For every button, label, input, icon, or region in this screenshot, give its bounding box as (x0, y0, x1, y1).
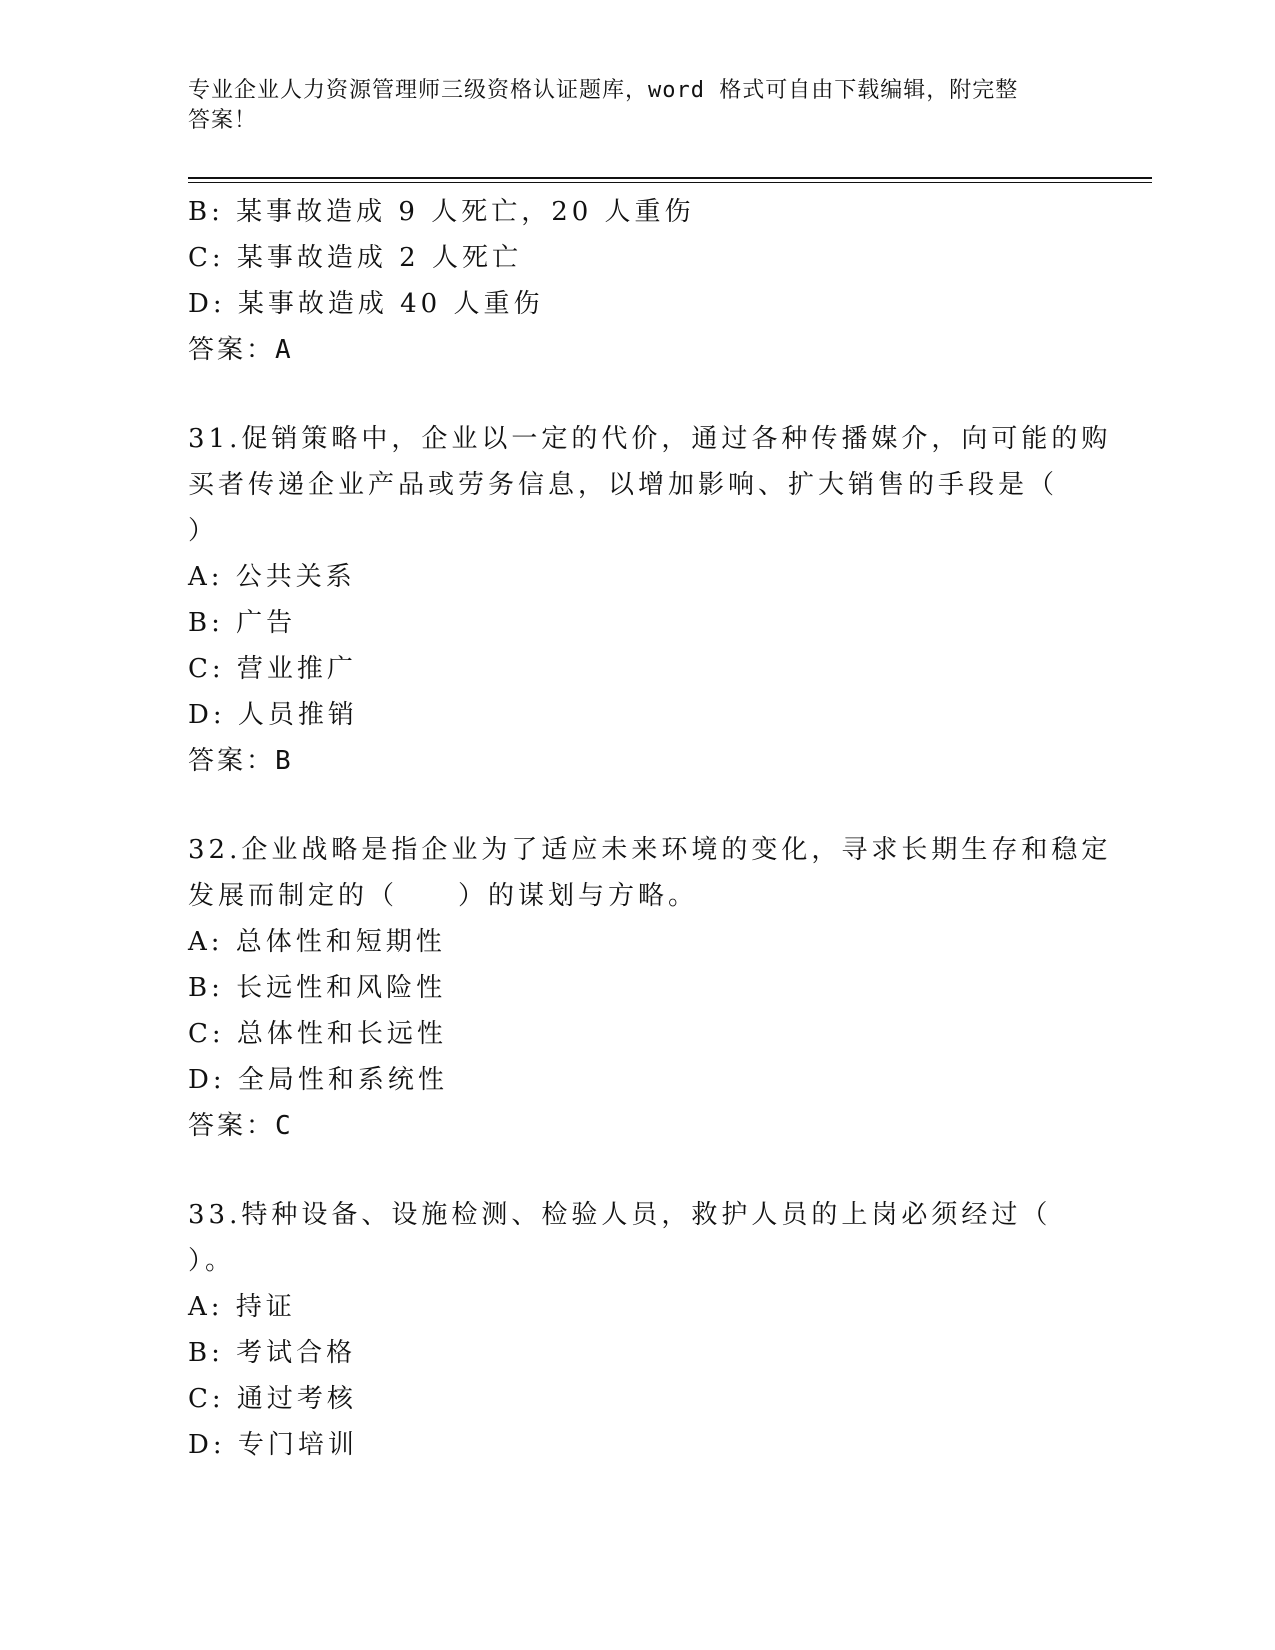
option-b: B: 某事故造成 9 人死亡，20 人重伤 (188, 197, 695, 227)
question-33-line-1: 33.特种设备、设施检测、检验人员，救护人员的上岗必须经过（ (188, 1200, 1052, 1230)
answer: 答案：C (188, 1111, 294, 1141)
option-b: B: 考试合格 (188, 1338, 357, 1368)
question-content (188, 189, 1112, 1468)
option-d: D: 专门培训 (188, 1430, 358, 1460)
option-d: D: 人员推销 (188, 700, 358, 730)
header-line-2: 答案！ (188, 108, 258, 133)
option-b: B: 广告 (188, 608, 297, 638)
question-31-line-1: 31.促销策略中，企业以一定的代价，通过各种传播媒介，向可能的购 (188, 424, 1112, 454)
answer: 答案：A (188, 335, 294, 365)
option-d: D: 某事故造成 40 人重伤 (188, 289, 544, 319)
option-a: A: 持证 (188, 1292, 296, 1322)
question-33-line-2: ）。 (188, 1246, 236, 1276)
option-c: C: 总体性和长远性 (188, 1019, 447, 1049)
option-a: A: 公共关系 (188, 562, 356, 592)
option-d: D: 全局性和系统性 (188, 1065, 448, 1095)
header-rule-top (188, 177, 1152, 179)
header-rule-bottom (188, 182, 1152, 183)
answer: 答案：B (188, 746, 294, 776)
option-a: A: 总体性和短期性 (188, 927, 446, 957)
option-c: C: 某事故造成 2 人死亡 (188, 243, 522, 273)
option-c: C: 通过考核 (188, 1384, 357, 1414)
question-31-line-2: 买者传递企业产品或劳务信息，以增加影响、扩大销售的手段是（ (188, 470, 1059, 500)
option-c: C: 营业推广 (188, 654, 357, 684)
question-32-line-1: 32.企业战略是指企业为了适应未来环境的变化，寻求长期生存和稳定 (188, 835, 1112, 865)
option-b: B: 长远性和风险性 (188, 973, 447, 1003)
header-line-1: 专业企业人力资源管理师三级资格认证题库，word 格式可自由下载编辑，附完整 (188, 78, 1019, 103)
document-header (188, 76, 1088, 136)
question-31-line-3: ） (188, 516, 219, 546)
question-32-line-2: 发展而制定的（ ）的谋划与方略。 (188, 881, 699, 911)
